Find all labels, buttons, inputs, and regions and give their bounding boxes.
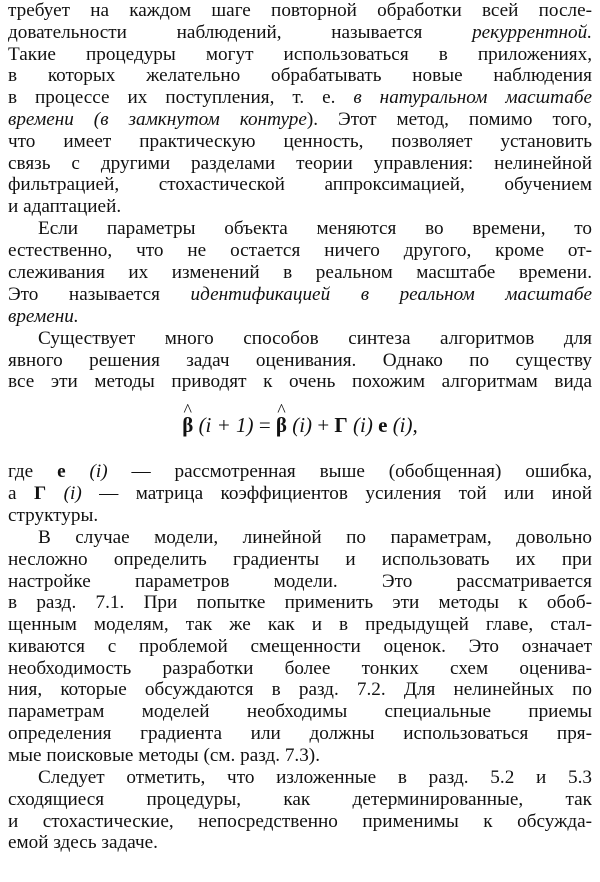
text-line: емой здесь задаче. (8, 832, 158, 854)
text-line: в которых желательно обрабатывать новые наблюдения (8, 65, 592, 87)
emphasis-term: рекуррентной. (472, 21, 592, 43)
formula-eq: = (253, 413, 276, 438)
paragraph-synthesis (8, 328, 592, 393)
text-line: В случае модели, линейной по параметрам, довольно (38, 526, 592, 548)
paragraph-identification (8, 218, 592, 327)
text-line: настройке параметров модели. Это рассматривается (8, 570, 592, 592)
error-symbol: e (57, 461, 66, 483)
text-line: мые поисковые методы (см. разд. 7.3). (8, 744, 320, 766)
paragraph-convergent (8, 767, 592, 854)
update-formula (8, 413, 592, 437)
text-line (8, 306, 592, 328)
text-line: ния, которые обсуждаются в разд. 7.2. Для нелинейных по (8, 679, 592, 701)
text-span: где (8, 461, 58, 483)
text-line: киваются с проблемой смещенности оценок. Это означает (8, 635, 592, 657)
text-line: фильтрацией, стохастической аппроксимацией, обучением (8, 174, 592, 196)
text-span: ). Этот метод, помимо того, (306, 108, 592, 130)
formula-arg: (i), (392, 413, 418, 438)
text-line: Следует отметить, что изложенные в разд. 5.2 и 5.3 (38, 767, 592, 789)
book-page (8, 0, 592, 854)
formula-arg: (i + 1) (198, 413, 254, 438)
text-line (8, 461, 592, 483)
text-line (8, 22, 592, 44)
text-line: слеживания их изменений в реальном масштабе времени. (8, 261, 592, 283)
text-span: Это называется (8, 283, 191, 305)
text-line: необходимость разработки более тонких схем оценива- (8, 657, 592, 679)
text-line: Такие процедуры могут использоваться в приложениях, (8, 43, 592, 65)
text-line (8, 483, 592, 505)
formula-arg: (i) (353, 413, 373, 438)
formula-arg: (i) (63, 482, 82, 504)
beta-hat-symbol: ^ β (276, 413, 287, 437)
text-line: что имеет практическую ценность, позволяет установить (8, 130, 592, 152)
text-line: связь с другими разделами теории управления: нелинейной (8, 152, 592, 174)
paragraph-recurrent (8, 0, 592, 218)
text-line: явного решения задач оценивания. Однако по существу (8, 349, 592, 371)
formula-arg: (i) (89, 461, 108, 483)
error-symbol: e (378, 413, 388, 438)
text-line (8, 109, 592, 131)
text-span: довательности наблюдений, называется (8, 21, 473, 43)
paragraph-linear-model (8, 527, 592, 767)
text-line: Если параметры объекта меняются во времени, то (38, 218, 592, 240)
text-line: щенным моделям, так же как и в предыдущей главе, стал- (8, 614, 592, 636)
text-line (8, 87, 592, 109)
emphasis-term: в натуральном масштабе (353, 87, 593, 109)
text-span: а (8, 482, 34, 504)
text-line: естественно, что не остается ничего другого, кроме от- (8, 240, 592, 262)
emphasis-term: идентификацией в реальном масштабе (190, 283, 592, 305)
gamma-symbol: Γ (334, 413, 348, 438)
text-line: все эти методы приводят к очень похожим алгоритмам вида (8, 371, 592, 393)
text-line: и адаптацией. (8, 196, 122, 218)
text-line: параметрам моделей необходимы специальные приемы (8, 701, 592, 723)
text-line: определения градиента или должны использоваться пря- (8, 723, 592, 745)
text-line: структуры. (8, 504, 99, 526)
emphasis-term: времени (в замкнутом контуре (8, 108, 307, 130)
formula-arg: (i) (292, 413, 313, 438)
text-span: — матрица коэффициентов усиления той или иной (81, 482, 592, 504)
paragraph-where (8, 461, 592, 526)
text-line: требует на каждом шаге повторной обработки всей после- (8, 0, 592, 21)
text-line: в разд. 7.1. При попытке применить эти методы к обоб- (8, 592, 592, 614)
text-line: и стохастические, непосредственно применимы к обсужда- (8, 810, 592, 832)
text-line: сходящиеся процедуры, как детерминированные, так (8, 788, 592, 810)
text-line: несложно определить градиенты и использовать их при (8, 548, 592, 570)
formula-plus: + (312, 413, 335, 438)
text-line: Существует много способов синтеза алгоритмов для (38, 327, 592, 349)
emphasis-term: времени. (8, 305, 79, 327)
gamma-symbol: Γ (33, 482, 47, 504)
text-span: в процессе их поступления, т. е. (8, 87, 354, 109)
beta-hat-symbol: ^ β (182, 413, 193, 437)
text-line (8, 284, 592, 306)
text-span: — рассмотренная выше (обобщенная) ошибка, (107, 461, 592, 483)
